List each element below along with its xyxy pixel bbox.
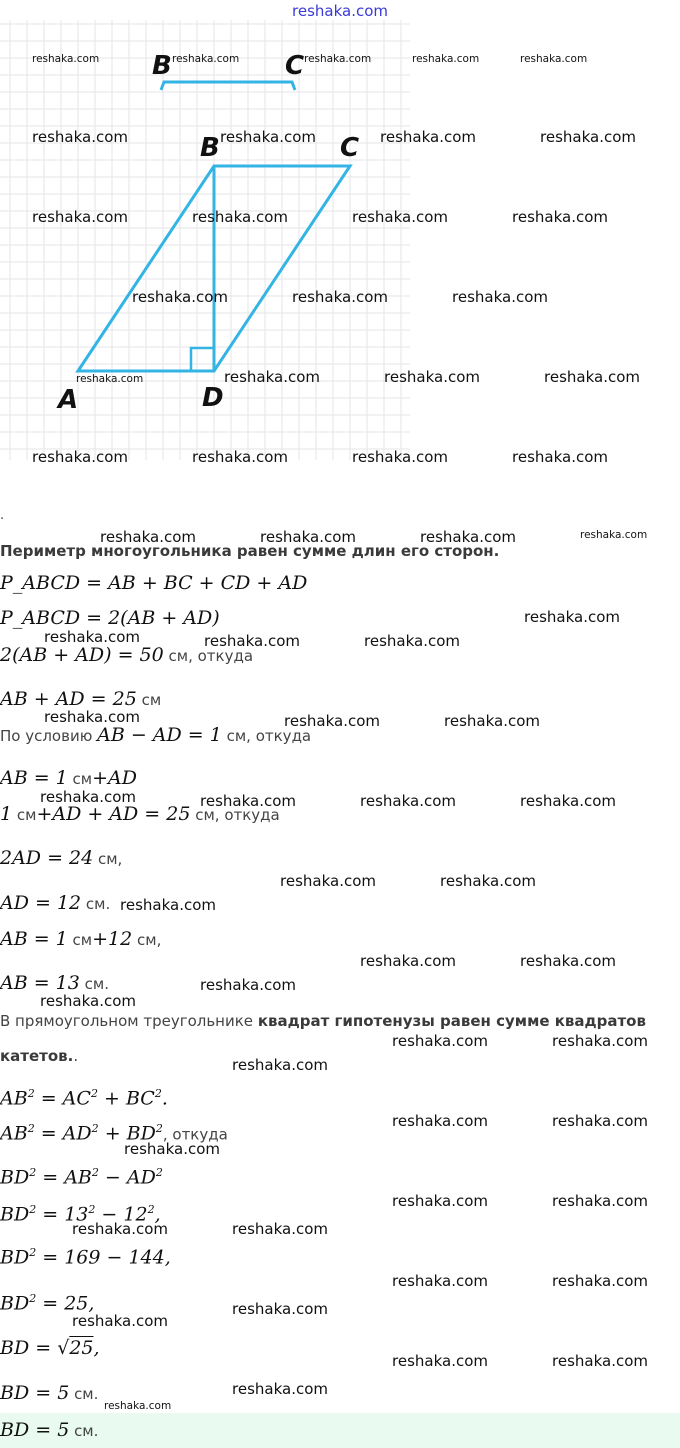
watermark: reshaka.com (192, 448, 288, 466)
answer-math: BD = 5 (0, 1419, 70, 1441)
watermark: reshaka.com (32, 53, 100, 65)
eq-math: AB + AD = 25 (0, 688, 137, 710)
eq-unit: см (67, 931, 93, 949)
right-angle-mark (191, 348, 214, 371)
pythagoras-rule (0, 1012, 646, 1030)
vertex-label-a: A (58, 385, 79, 415)
eq-line-5 (0, 724, 311, 746)
watermark: reshaka.com (440, 872, 536, 890)
watermark: reshaka.com (352, 448, 448, 466)
watermark: reshaka.com (204, 632, 300, 650)
eq-math: +AD (92, 767, 137, 789)
watermark: reshaka.com (280, 872, 376, 890)
watermark: reshaka.com (392, 1032, 488, 1050)
watermark: reshaka.com (124, 1140, 220, 1158)
watermark: reshaka.com (360, 952, 456, 970)
eq-unit: см, (93, 850, 123, 868)
watermark: reshaka.com (44, 628, 140, 646)
pythagoras-dot: . (73, 1047, 79, 1065)
eq-pyth-3: $BD^2 = AB^2 - AD^2$ (0, 1166, 163, 1189)
eq-unit: см, откуда (190, 806, 280, 824)
watermark: reshaka.com (200, 976, 296, 994)
eq-perimeter-double (0, 607, 220, 629)
watermark: reshaka.com (192, 208, 288, 226)
watermark: reshaka.com (40, 992, 136, 1010)
watermark: reshaka.com (44, 708, 140, 726)
watermark: reshaka.com (444, 712, 540, 730)
sqrt-radicand: 25 (69, 1337, 94, 1359)
watermark: reshaka.com (352, 208, 448, 226)
eq-unit: см. (69, 1385, 99, 1403)
pythagoras-rule-end (0, 1047, 78, 1065)
watermark: reshaka.com (260, 528, 356, 546)
vertex-label-c: C (340, 133, 360, 163)
watermark: reshaka.com (132, 288, 228, 306)
eq-pyth-2: $AB^2 = AD^2 + BD^2$, откуда (0, 1122, 228, 1145)
watermark: reshaka.com (552, 1192, 648, 1210)
eq-pyth-6: $BD^2 = 25$, (0, 1292, 95, 1315)
watermark: reshaka.com (32, 208, 128, 226)
eq-math: AD = 12 (0, 892, 82, 914)
site-link[interactable]: reshaka.com (292, 2, 388, 20)
eq-text: P_ABCD = 2(AB + AD) (0, 607, 220, 629)
eq-unit: см, (132, 931, 162, 949)
pythagoras-bold-2: катетов. (0, 1047, 74, 1065)
eq-math: AB − AD = 1 (97, 724, 222, 746)
watermark: reshaka.com (512, 448, 608, 466)
eq-line-9 (0, 892, 110, 914)
watermark: reshaka.com (292, 288, 388, 306)
parallelogram-figure (0, 20, 420, 460)
watermark: reshaka.com (76, 373, 144, 385)
watermark: reshaka.com (172, 53, 240, 65)
vertex-label-d: D (202, 383, 224, 413)
watermark: reshaka.com (32, 128, 128, 146)
eq-pyth-7 (0, 1337, 100, 1359)
eq-pyth-5: $BD^2 = 169 - 144$, (0, 1246, 171, 1269)
watermark: reshaka.com (552, 1112, 648, 1130)
vertex-label-b: B (200, 133, 220, 163)
eq-math: AB = 1 (0, 767, 68, 789)
watermark: reshaka.com (100, 528, 196, 546)
watermark: reshaka.com (552, 1352, 648, 1370)
eq-line-6 (0, 767, 137, 789)
eq-math: 2(AB + AD) = 50 (0, 644, 164, 666)
eq-line-4 (0, 688, 161, 710)
pythagoras-prefix: В прямоугольном треугольнике (0, 1012, 258, 1030)
watermark: reshaka.com (364, 632, 460, 650)
watermark: reshaka.com (392, 1272, 488, 1290)
watermark: reshaka.com (200, 792, 296, 810)
watermark: reshaka.com (72, 1312, 168, 1330)
watermark: reshaka.com (284, 712, 380, 730)
watermark: reshaka.com (224, 368, 320, 386)
watermark: reshaka.com (580, 529, 648, 541)
watermark: reshaka.com (120, 896, 216, 914)
watermark: reshaka.com (520, 792, 616, 810)
eq-text: P_ABCD = AB + BC + CD + AD (0, 572, 308, 594)
pythagoras-bold: квадрат гипотенузы равен сумме квадратов (257, 1012, 646, 1030)
watermark: reshaka.com (232, 1380, 328, 1398)
eq-line-8 (0, 847, 122, 869)
watermark: reshaka.com (392, 1112, 488, 1130)
watermark: reshaka.com (232, 1300, 328, 1318)
watermark: reshaka.com (32, 448, 128, 466)
top-label-b: B (152, 51, 172, 81)
watermark: reshaka.com (72, 1220, 168, 1238)
watermark: reshaka.com (392, 1352, 488, 1370)
eq-unit: , откуда (162, 1125, 228, 1144)
eq-math: AB = 13 (0, 972, 80, 994)
eq-unit: см, откуда (221, 727, 312, 745)
watermark: reshaka.com (384, 368, 480, 386)
watermark: reshaka.com (552, 1032, 648, 1050)
eq-unit: см. (79, 975, 109, 993)
eq-line-10 (0, 928, 161, 950)
eq-math: BD = √ (0, 1337, 70, 1359)
watermark: reshaka.com (304, 53, 372, 65)
watermark: reshaka.com (540, 128, 636, 146)
eq-pyth-8 (0, 1382, 98, 1404)
top-label-c: C (285, 51, 305, 81)
watermark: reshaka.com (544, 368, 640, 386)
eq-unit: см (67, 770, 93, 788)
top-segment-bc (161, 82, 295, 90)
watermark: reshaka.com (520, 952, 616, 970)
eq-math: 1 (0, 803, 13, 825)
answer-box (0, 1413, 680, 1448)
watermark: reshaka.com (552, 1272, 648, 1290)
leading-dot: . (0, 508, 5, 523)
watermark: reshaka.com (104, 1400, 172, 1412)
watermark: reshaka.com (380, 128, 476, 146)
eq-prefix: По условию (0, 727, 98, 745)
eq-unit: см. (81, 895, 111, 913)
watermark: reshaka.com (512, 208, 608, 226)
watermark: reshaka.com (360, 792, 456, 810)
eq-math: BD = 5 (0, 1382, 70, 1404)
watermark: reshaka.com (412, 53, 480, 65)
answer-unit: см. (69, 1422, 99, 1440)
watermark: reshaka.com (392, 1192, 488, 1210)
eq-perimeter-sum (0, 572, 307, 594)
watermark: reshaka.com (232, 1220, 328, 1238)
watermark: reshaka.com (520, 53, 588, 65)
eq-math: AB = 1 (0, 928, 68, 950)
watermark: reshaka.com (220, 128, 316, 146)
eq-unit: см (136, 691, 162, 709)
watermark: reshaka.com (524, 608, 620, 626)
eq-math: 2AD = 24 (0, 847, 94, 869)
watermark: reshaka.com (232, 1056, 328, 1074)
watermark: reshaka.com (420, 528, 516, 546)
eq-unit: см, откуда (163, 647, 254, 665)
perimeter-rule: Периметр многоугольника равен сумме длин его сторон. (0, 542, 500, 560)
eq-unit: см (12, 806, 37, 824)
answer-line (0, 1419, 98, 1441)
watermark: reshaka.com (452, 288, 548, 306)
eq-pyth-4: $BD^2 = 13^2 - 12^2$, (0, 1203, 161, 1226)
eq-math: +12 (92, 928, 133, 950)
eq-pyth-1: $AB^2 = AC^2 + BC^2$. (0, 1087, 168, 1110)
eq-line-11 (0, 972, 109, 994)
watermark: reshaka.com (40, 788, 136, 806)
eq-math: +AD + AD = 25 (36, 803, 191, 825)
eq-tail: , (93, 1337, 100, 1359)
